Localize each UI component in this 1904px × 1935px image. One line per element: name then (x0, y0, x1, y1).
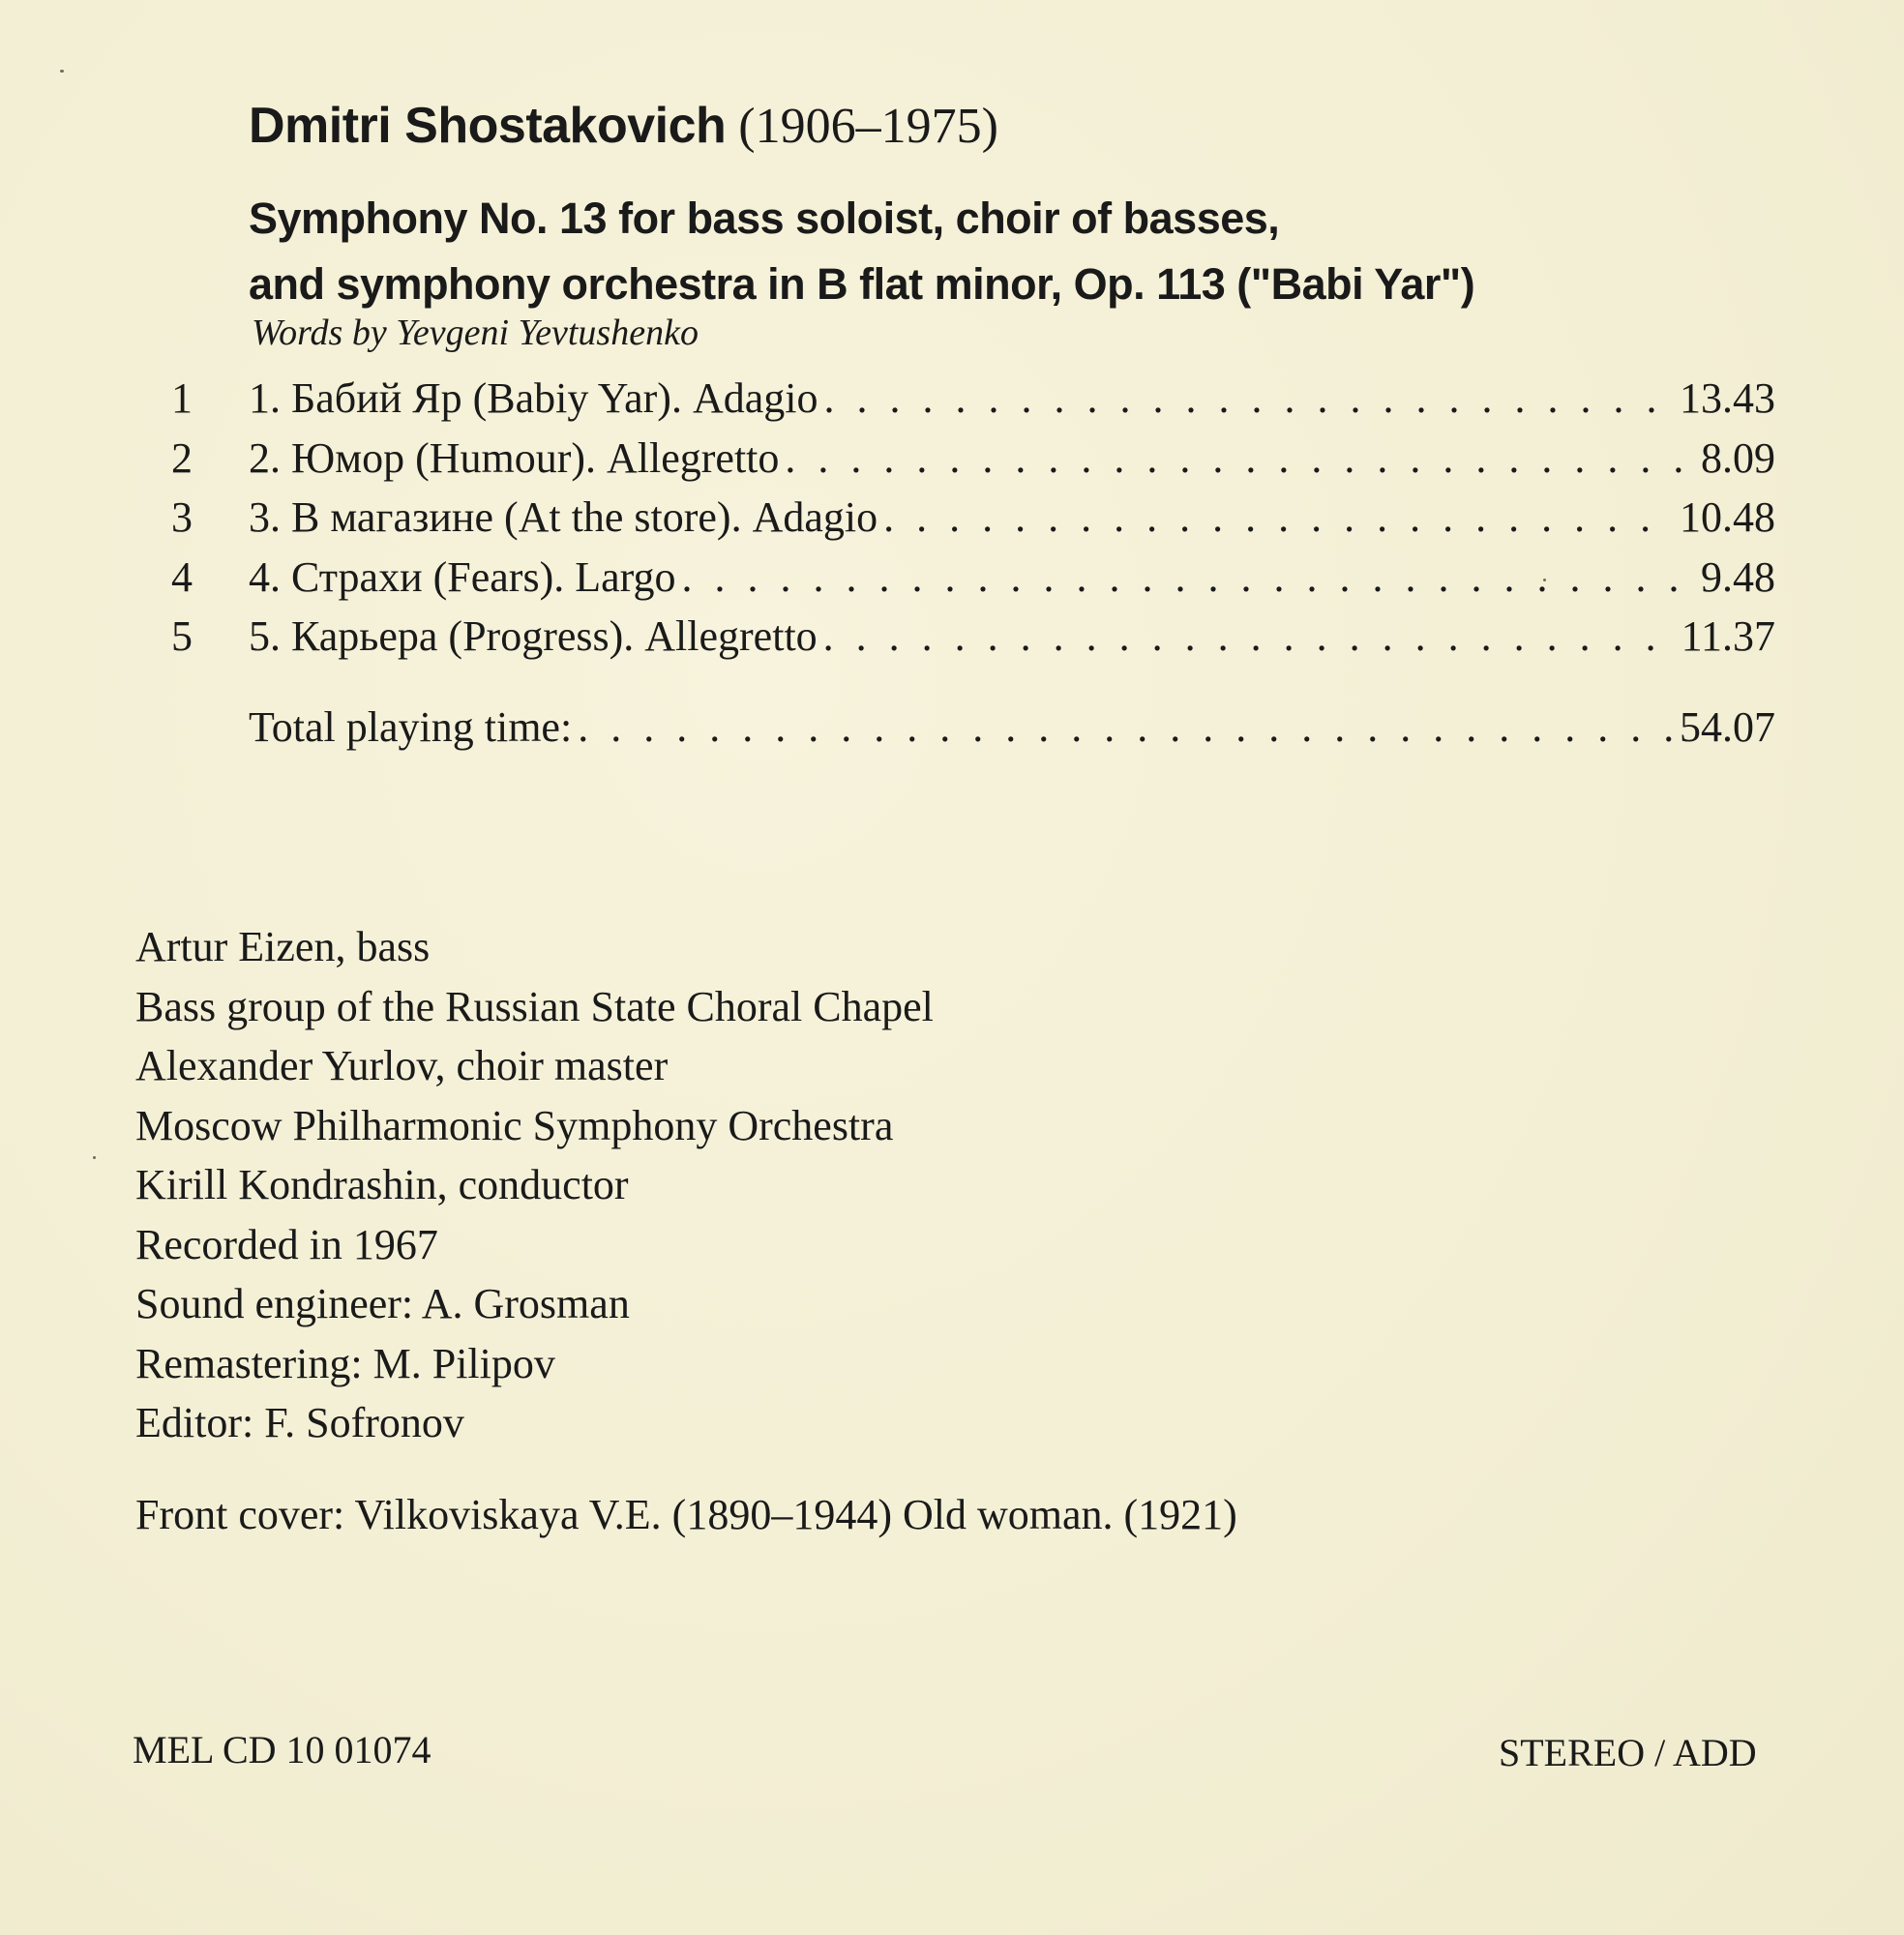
credit-line: Kirill Kondrashin, conductor (135, 1161, 629, 1208)
track-number: 5 (171, 612, 193, 660)
track-duration: 8.09 (1701, 434, 1775, 482)
work-title-line-1: Symphony No. 13 for bass soloist, choir of basses, (249, 194, 1280, 243)
composer-years: (1906–1975) (738, 99, 998, 154)
dot-leader (681, 549, 1695, 607)
dot-leader (578, 699, 1674, 757)
track-number: 1 (171, 374, 193, 422)
total-duration: 54.07 (1680, 703, 1775, 751)
credit-line: Artur Eizen, bass (135, 923, 431, 970)
track-number: 4 (171, 553, 193, 601)
paper-speck (60, 70, 64, 73)
track-row (166, 430, 1775, 488)
track-title: 3. В магазине (At the store). Adagio (249, 493, 878, 541)
track-number: 2 (171, 434, 193, 482)
credit-line: Recorded in 1967 (135, 1220, 438, 1268)
track-row (166, 549, 1775, 607)
credit-line: Remastering: M. Pilipov (135, 1339, 555, 1387)
credit-line: Bass group of the Russian State Choral Chapel (135, 982, 934, 1030)
track-duration: 9.48 (1701, 553, 1775, 601)
dot-leader (823, 370, 1674, 428)
composer-name: Dmitri Shostakovich (249, 98, 727, 154)
dot-leader (785, 430, 1695, 488)
track-title: 5. Карьера (Progress). Allegretto (249, 612, 818, 660)
track-title: 1. Бабий Яр (Babiy Yar). Adagio (249, 374, 818, 422)
track-duration: 10.48 (1680, 493, 1775, 541)
track-row (166, 489, 1775, 547)
track-duration: 11.37 (1681, 612, 1775, 660)
track-row (166, 370, 1775, 428)
performer-credits (135, 917, 934, 1453)
credit-line: Editor: F. Sofronov (135, 1399, 464, 1446)
cover-art-credit: Front cover: Vilkoviskaya V.E. (1890–1944) Old woman. (1921) (135, 1491, 1237, 1538)
credit-line: Sound engineer: A. Grosman (135, 1280, 630, 1327)
paper-speck (93, 1156, 96, 1159)
track-duration: 13.43 (1680, 374, 1775, 422)
total-playing-time-row (166, 699, 1775, 757)
composer-heading (249, 97, 998, 155)
track-title: 2. Юмор (Humour). Allegretto (249, 434, 780, 482)
catalog-number: MEL CD 10 01074 (133, 1728, 431, 1771)
dot-leader (883, 489, 1674, 547)
total-label: Total playing time: (249, 703, 573, 751)
credit-line: Moscow Philharmonic Symphony Orchestra (135, 1101, 894, 1149)
work-title-line-2: and symphony orchestra in B flat minor, Op. 113 ("Babi Yar") (249, 259, 1475, 309)
credit-line: Alexander Yurlov, choir master (135, 1042, 669, 1089)
track-number: 3 (171, 493, 193, 541)
track-row (166, 608, 1775, 666)
audio-format: STEREO / ADD (1499, 1731, 1757, 1774)
track-title: 4. Страхи (Fears). Largo (249, 553, 676, 601)
work-title (249, 186, 1474, 317)
dot-leader (823, 608, 1676, 666)
lyricist-credit: Words by Yevgeni Yevtushenko (252, 313, 699, 353)
